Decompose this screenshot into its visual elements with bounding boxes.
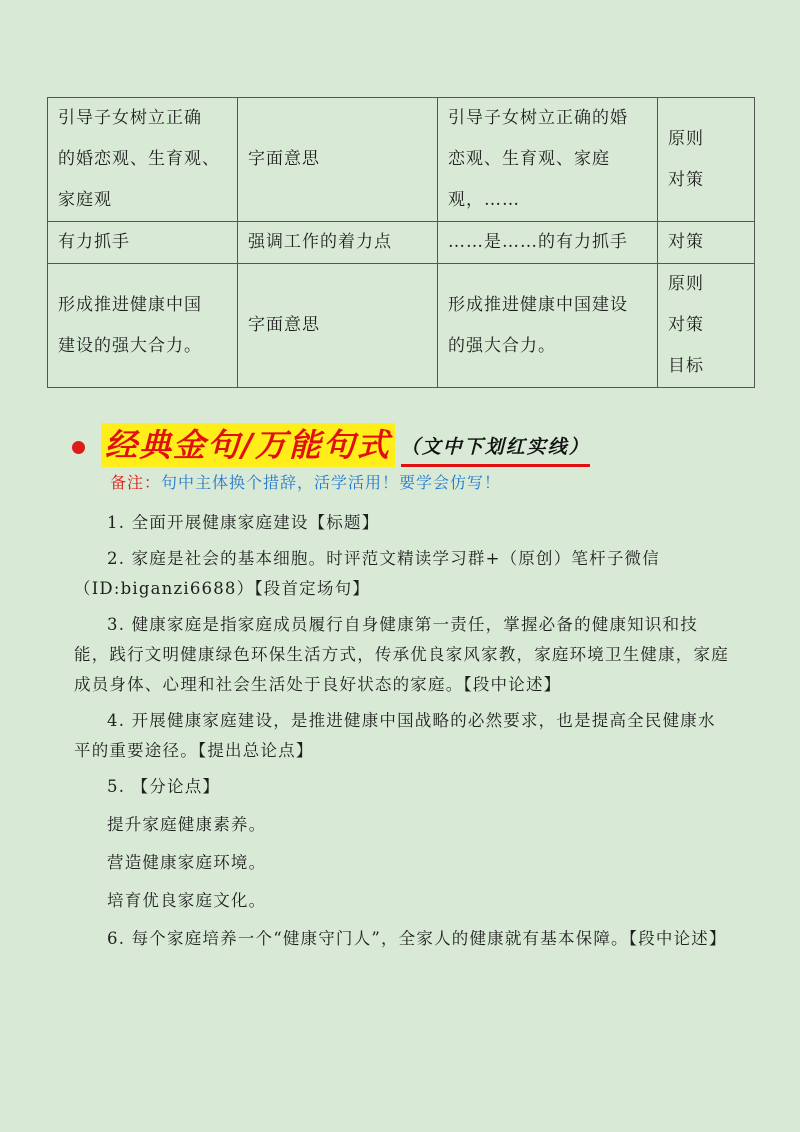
sentence-list	[74, 508, 730, 960]
list-item: 2. 家庭是社会的基本细胞。时评范文精读学习群+（原创）笔杆子微信（ID:biganzi6688）【段首定场句】	[74, 549, 660, 598]
section-title: 经典金句/万能句式	[101, 423, 395, 467]
sub-point: 提升家庭健康素养。	[107, 815, 267, 834]
table-cell-category: 原则 对策	[658, 98, 755, 222]
note-text: 句中主体换个措辞，活学活用！要学会仿写！	[161, 473, 502, 492]
table-row	[48, 222, 755, 264]
table-row	[48, 264, 755, 388]
table-cell-usage: 形成推进健康中国建设 的强大合力。	[438, 264, 658, 388]
table-cell-usage: ……是……的有力抓手	[438, 222, 658, 264]
list-item: 4. 开展健康家庭建设，是推进健康中国战略的必然要求，也是提高全民健康水平的重要途径。【提出总论点】	[74, 711, 716, 760]
table-row	[48, 98, 755, 222]
table-cell-phrase: 引导子女树立正确 的婚恋观、生育观、 家庭观	[48, 98, 238, 222]
table-cell-meaning: 字面意思	[238, 264, 438, 388]
note-line	[110, 470, 501, 496]
sub-point: 营造健康家庭环境。	[107, 853, 267, 872]
section-subtitle: （文中下划红实线）	[401, 432, 590, 467]
sub-point: 培育优良家庭文化。	[107, 891, 267, 910]
table-cell-phrase: 形成推进健康中国 建设的强大合力。	[48, 264, 238, 388]
section-heading	[72, 420, 590, 470]
table-cell-category: 对策	[658, 222, 755, 264]
table-cell-meaning: 强调工作的着力点	[238, 222, 438, 264]
list-item: 5. 【分论点】	[107, 777, 221, 796]
list-item: 3. 健康家庭是指家庭成员履行自身健康第一责任，掌握必备的健康知识和技能，践行文明健康绿色环保生活方式，传承优良家风家教，家庭环境卫生健康，家庭成员身体、心理和社会生活处于良好状态的家庭。【段中论述】	[74, 615, 729, 694]
table-cell-phrase: 有力抓手	[48, 222, 238, 264]
note-label: 备注：	[110, 473, 162, 492]
list-item: 1. 全面开展健康家庭建设【标题】	[107, 513, 380, 532]
list-item: 6. 每个家庭培养一个“健康守门人”，全家人的健康就有基本保障。【段中论述】	[107, 929, 727, 948]
vocabulary-table	[47, 97, 755, 388]
table-cell-usage: 引导子女树立正确的婚 恋观、生育观、家庭 观，……	[438, 98, 658, 222]
bullet-dot-icon	[72, 441, 85, 454]
table-cell-category: 原则 对策 目标	[658, 264, 755, 388]
table-cell-meaning: 字面意思	[238, 98, 438, 222]
